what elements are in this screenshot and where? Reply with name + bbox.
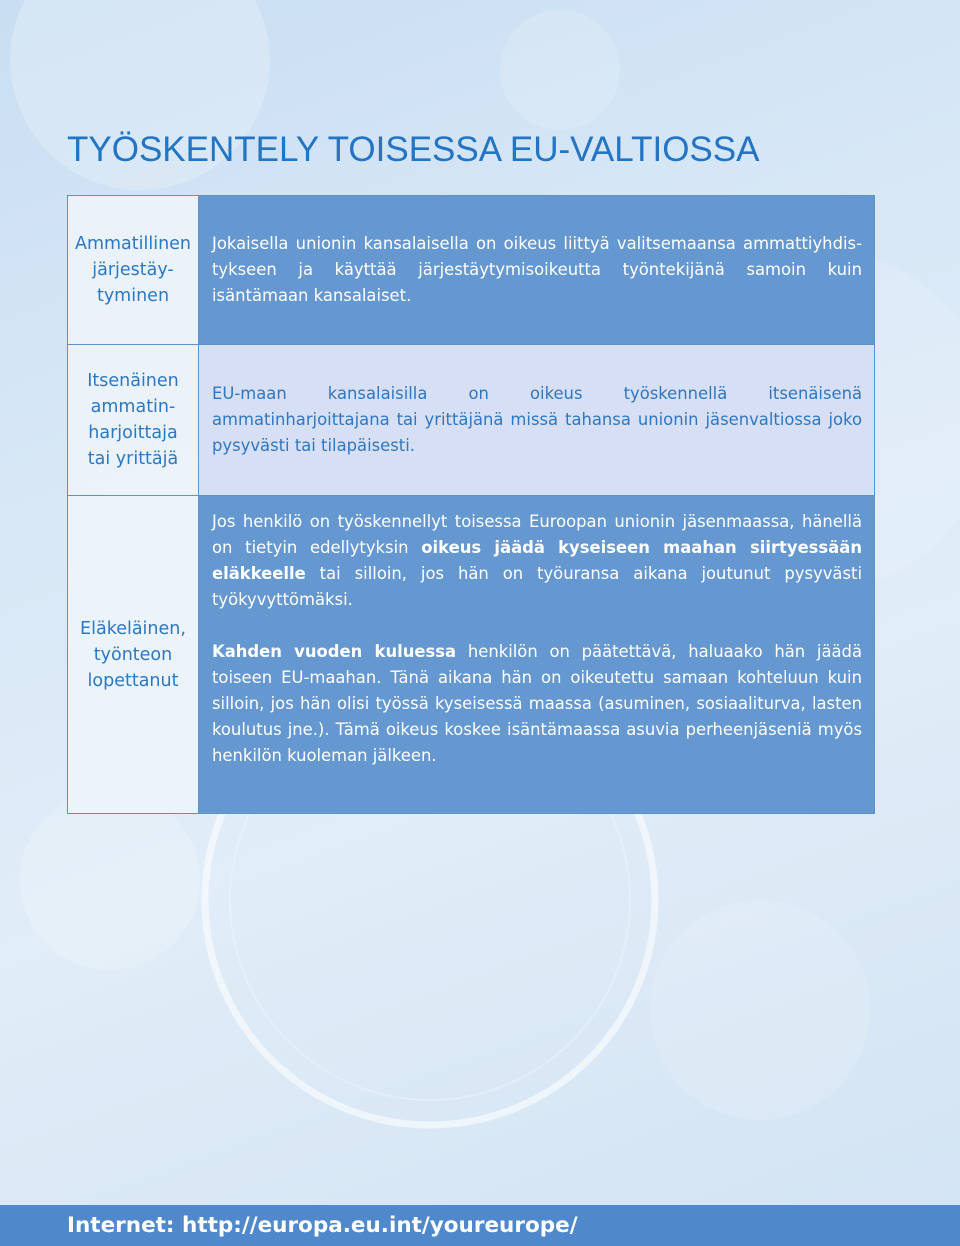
emphasis-text: Kahden vuoden kuluessa: [212, 642, 457, 661]
text-run: tai silloin, jos hän on työuransa aikana joutunut pysyvästi työkyvyttömäksi.: [212, 564, 862, 609]
emphasis-text: oikeus jäädä kyseiseen maahan siirtyessään eläkkeelle: [212, 538, 862, 583]
label-line: lopettanut: [87, 670, 179, 691]
text-run: Jos henkilö on työskennellyt toisessa Euroopan unionin jäsenmaassa, hänellä on tietyin edellytyksin: [212, 512, 862, 557]
table-row: [68, 345, 875, 496]
label-line: Itsenäinen: [87, 371, 179, 391]
label-line: tai yrittäjä: [87, 449, 179, 469]
row-label-pensioner: [68, 496, 199, 814]
text-run: henkilön on päätettävä, haluaako hän jäädä toiseen EU-maahan. Tänä aikana hän on oikeutettu samaan kohteluun kuin silloin, jos hän olisi työssä kyseisessä maassa (asuminen, sosiaaliturva, lasten koulutus jne.). Tämä oikeus koskee isäntämaassa asuvia perheenjäseniä myös henkilön kuoleman jälkeen.: [212, 642, 863, 765]
row-label-self-employed: [68, 345, 199, 496]
footer-bar: [0, 1205, 960, 1246]
page-title: TYÖSKENTELY TOISESSA EU-VALTIOSSA: [67, 130, 760, 169]
row-text-pensioner: [199, 496, 875, 814]
row-text-self-employed: EU-maan kansalaisilla on oikeus työskennellä itsenäisenä ammatinharjoittajana tai yrittäjänä missä tahansa unionin jäsenvaltiossa joko pysyvästi tai tilapäisesti.: [199, 345, 875, 496]
label-line: Ammatillinen: [74, 234, 192, 254]
label-line: työnteon: [93, 644, 173, 665]
paragraph: [212, 639, 862, 769]
label-line: järjestäy-: [92, 260, 174, 280]
footer-url[interactable]: Internet: http://europa.eu.int/youreurope/: [67, 1213, 578, 1238]
label-line: ammatin-: [90, 397, 176, 417]
label-line: Eläkeläinen,: [80, 618, 186, 639]
paragraph: [212, 509, 862, 613]
rights-table: [67, 195, 875, 814]
label-line: harjoittaja: [88, 423, 178, 443]
label-line: tyminen: [96, 286, 170, 306]
row-label-union-membership: [68, 196, 199, 345]
table-row: [68, 196, 875, 345]
table-row: [68, 496, 875, 814]
row-text-union-membership: Jokaisella unionin kansalaisella on oikeus liittyä valitsemaansa ammattiyhdistykseen ja käyttää järjestäytymisoikeutta työntekijänä samoin kuin isäntämaan kansalaiset.: [199, 196, 875, 345]
